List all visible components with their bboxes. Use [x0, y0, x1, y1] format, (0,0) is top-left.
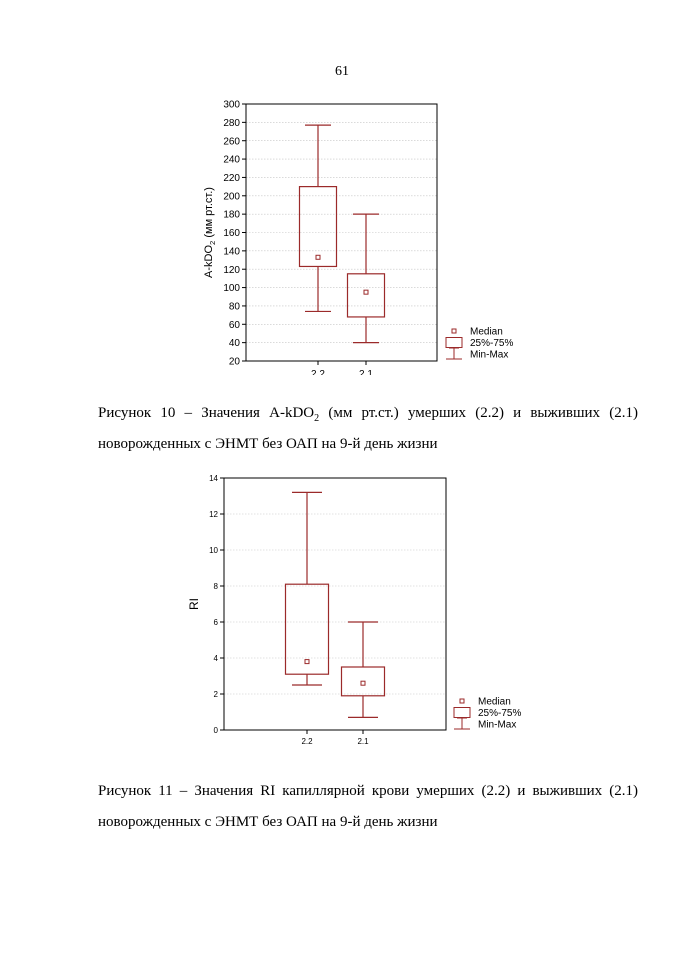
akdo2-ytick-label-13: 280 [223, 117, 240, 129]
box-plot-ri [0, 468, 684, 758]
ri-ytick-label-2: 4 [213, 653, 218, 663]
ri-y-axis-label-main: RI [187, 598, 201, 610]
ri-ytick-label-7: 14 [209, 473, 218, 483]
akdo2-box-2-1-iqr-box [348, 274, 385, 317]
akdo2-box-2-2-xtick-label: 2.2 [311, 369, 325, 375]
akdo2-ytick-label-8: 180 [223, 209, 240, 221]
akdo2-box-2-2-median-marker [316, 255, 320, 259]
akdo2-legend-median-label: Median [470, 326, 503, 338]
akdo2-y-axis-label-unit: (мм рт.ст.) [203, 187, 215, 241]
ri-plot-frame [224, 478, 446, 730]
ri-box-2-2-iqr-box [286, 584, 329, 674]
ri-legend-median-label: Median [478, 696, 511, 708]
ri-y-axis-label [187, 598, 201, 610]
akdo2-ytick-label-3: 80 [228, 301, 240, 313]
figure-caption-11: Рисунок 11 – Значения RI капиллярной крови умерших (2.2) и выживших (2.1) новорожденных с ЭНМТ без ОАП на 9-й день жизни [98, 783, 638, 830]
ri-ytick-label-5: 10 [209, 545, 218, 555]
akdo2-ytick-label-6: 140 [223, 246, 240, 258]
akdo2-ytick-label-11: 240 [223, 154, 240, 166]
ri-ytick-label-1: 2 [213, 689, 218, 699]
ri-legend-whisker-label: Min-Max [478, 719, 517, 731]
akdo2-ytick-label-9: 200 [223, 191, 240, 203]
caption-10-subscript: 2 [314, 413, 320, 424]
akdo2-ytick-label-12: 260 [223, 136, 240, 148]
caption-10-text-start: Рисунок 10 – Значения A-kDO [98, 405, 315, 421]
ri-ytick-label-6: 12 [209, 509, 218, 519]
akdo2-ytick-label-4: 100 [223, 283, 240, 295]
akdo2-box-2-2-iqr-box [300, 187, 337, 267]
akdo2-ytick-label-10: 220 [223, 173, 240, 185]
akdo2-legend-median-symbol [452, 329, 456, 333]
akdo2-ytick-label-7: 160 [223, 228, 240, 240]
figure-caption-10 [98, 398, 638, 460]
page-number: 61 [335, 64, 349, 79]
ri-box-2-1-median-marker [361, 681, 365, 685]
akdo2-y-axis-label-subscript: 2 [208, 240, 217, 245]
akdo2-legend-box-symbol [446, 338, 462, 348]
akdo2-box-2-1-median-marker [364, 290, 368, 294]
caption-10-text-end: (мм рт.ст.) умерших (2.2) и выживших (2.1) новорожденных с ЭНМТ без ОАП на 9-й день жизни [98, 405, 638, 452]
ri-legend-box-label: 25%-75% [478, 708, 522, 720]
akdo2-ytick-label-14: 300 [223, 99, 240, 111]
ri-ytick-label-3: 6 [213, 617, 218, 627]
akdo2-legend-box-label: 25%-75% [470, 338, 514, 350]
akdo2-ytick-label-1: 40 [228, 338, 240, 350]
ri-legend-median-symbol [460, 699, 464, 703]
ri-box-2-1-xtick-label: 2.1 [357, 737, 369, 746]
akdo2-ytick-label-0: 20 [228, 356, 240, 368]
ri-ytick-label-4: 8 [213, 581, 218, 591]
box-plot-ri-svg [0, 468, 684, 758]
akdo2-y-axis-label [203, 187, 217, 278]
ri-ytick-label-0: 0 [213, 725, 218, 735]
akdo2-legend-whisker-label: Min-Max [470, 349, 509, 361]
ri-box-2-2-median-marker [305, 660, 309, 664]
akdo2-y-axis-label-main: A-kDO [203, 244, 215, 278]
ri-box-2-2-xtick-label: 2.2 [301, 737, 313, 746]
box-plot-akdo2 [0, 90, 684, 375]
box-plot-akdo2-svg [0, 90, 684, 375]
akdo2-ytick-label-5: 120 [223, 264, 240, 276]
ri-legend-box-symbol [454, 708, 470, 718]
akdo2-box-2-1-xtick-label: 2.1 [359, 369, 373, 375]
akdo2-ytick-label-2: 60 [228, 319, 240, 331]
